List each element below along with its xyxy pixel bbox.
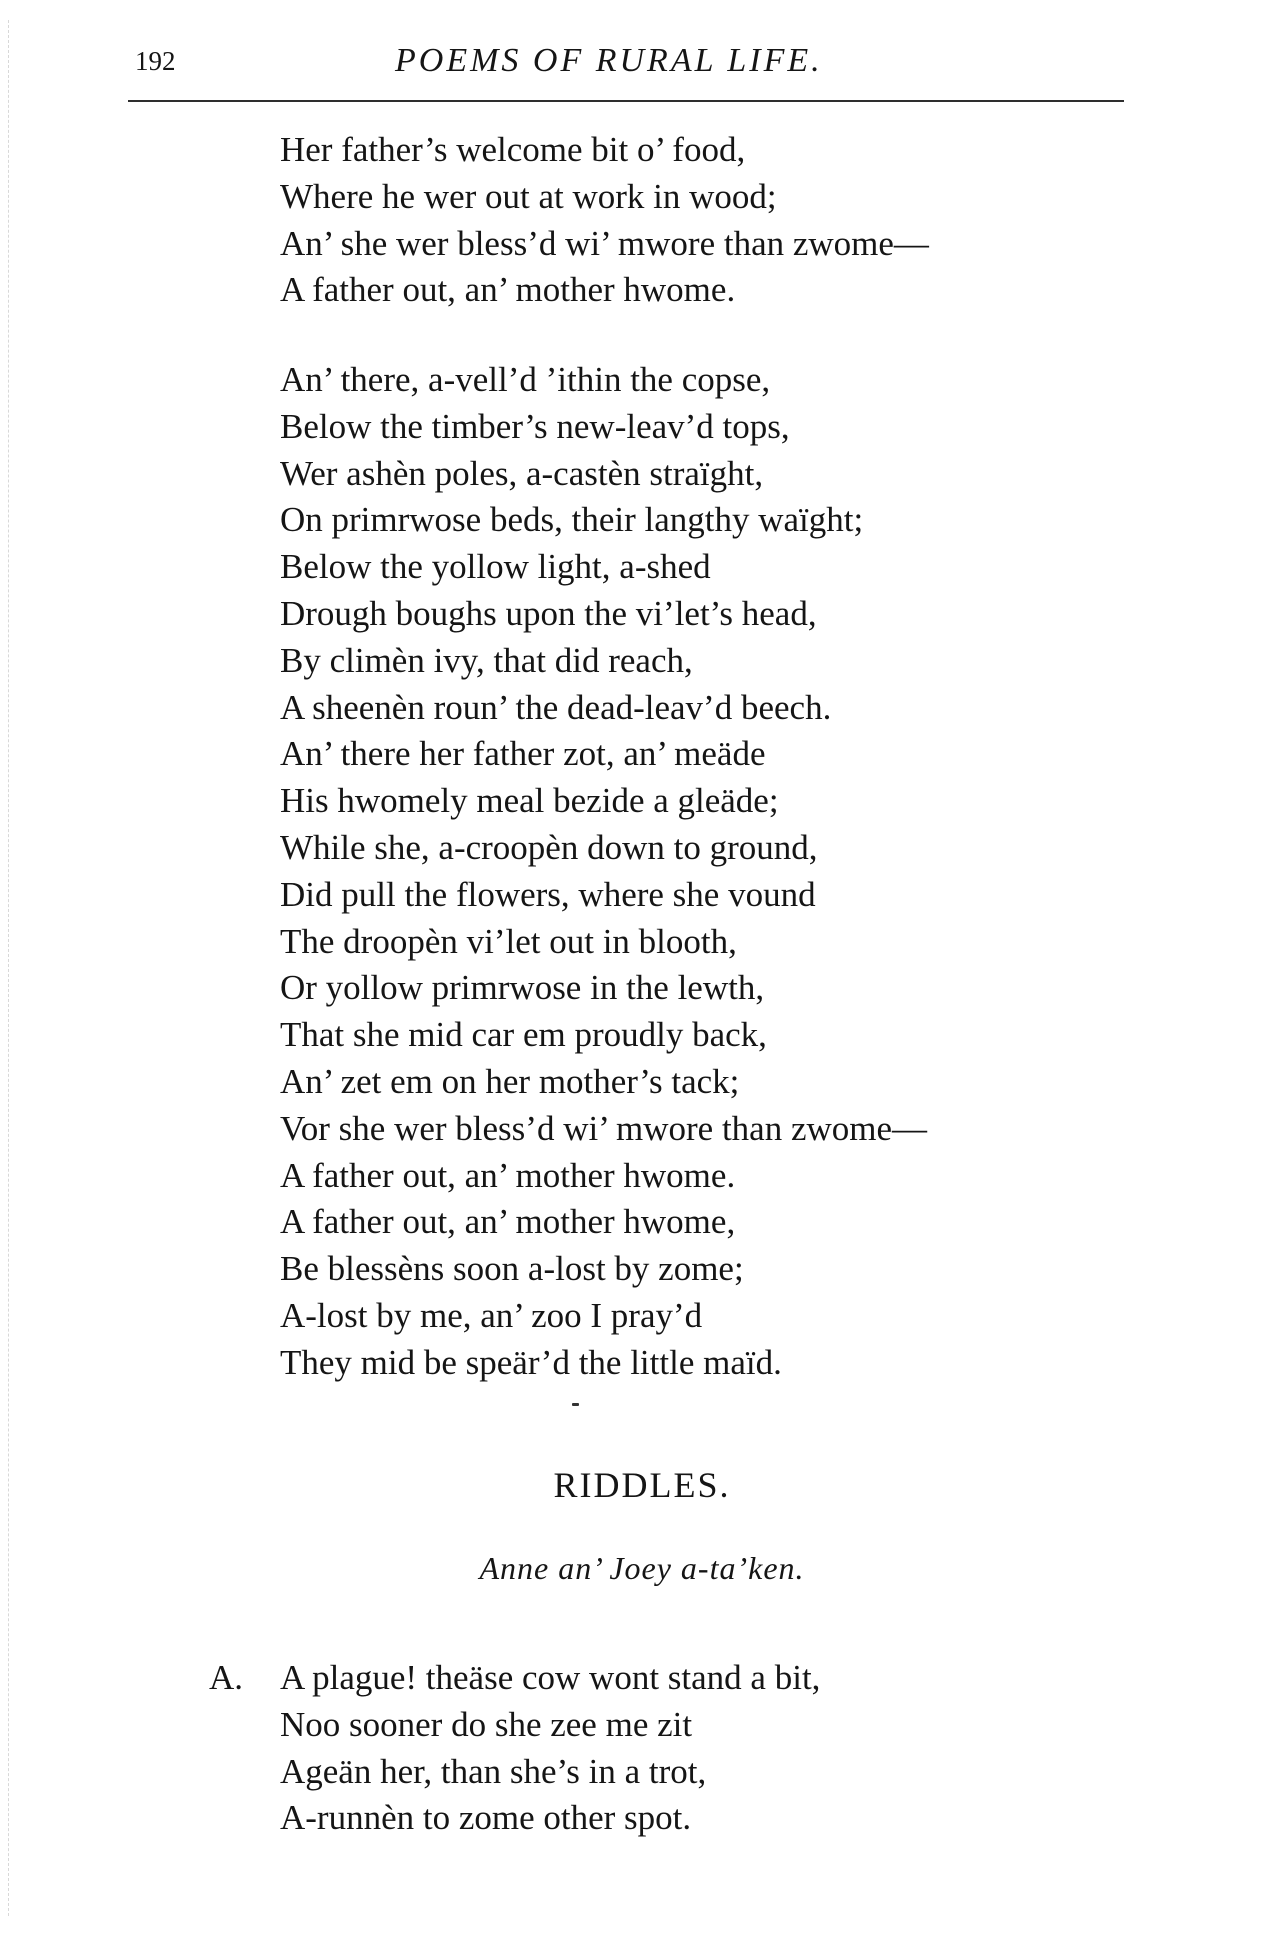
poem-line: A-runnèn to zome other spot. (280, 1798, 692, 1838)
poem-line: His hwomely meal bezide a gleäde; (280, 781, 779, 821)
poem-line: Ageän her, than she’s in a trot, (280, 1751, 707, 1791)
poem-line: They mid be speär’d the little maïd. (280, 1342, 782, 1382)
print-mark (572, 1403, 579, 1406)
riddle-stanza (280, 1655, 820, 1842)
running-title: POEMS OF RURAL LIFE. (395, 42, 823, 79)
page-edge (8, 20, 9, 1916)
stanza-1 (280, 127, 929, 314)
poem-line: Where he wer out at work in wood; (280, 176, 777, 216)
poem-line: Noo sooner do she zee me zit (280, 1704, 693, 1744)
poem-line: While she, a-croopèn down to ground, (280, 827, 818, 867)
poem-line: A sheenèn roun’ the dead-leav’d beech. (280, 687, 832, 727)
poem-line: Drough boughs upon the vi’let’s head, (280, 593, 817, 633)
poem-line: Below the yollow light, a-shed (280, 547, 711, 587)
section-title: RIDDLES. (553, 1465, 731, 1505)
poem-line: Her father’s welcome bit o’ food, (280, 130, 746, 169)
poem-line: An’ she wer bless’d wi’ mwore than zwome— (280, 223, 929, 263)
poem-line: An’ zet em on her mother’s tack; (280, 1061, 740, 1101)
page-header (120, 42, 1130, 92)
poem-line: Be blessèns soon a-lost by zome; (280, 1249, 744, 1289)
poem-line: A-lost by me, an’ zoo I pray’d (280, 1295, 703, 1335)
poem-line: By climèn ivy, that did reach, (280, 640, 693, 680)
poem-line: On primrwose beds, their langthy waïght; (280, 500, 864, 540)
page-number: 192 (135, 46, 176, 76)
header-rule (128, 100, 1124, 102)
poem-line: A father out, an’ mother hwome. (280, 270, 736, 310)
speaker-label: A. (209, 1658, 244, 1697)
poem-line: Or yollow primrwose in the lewth, (280, 968, 765, 1008)
poem-line: A father out, an’ mother hwome, (280, 1202, 736, 1242)
poem-line: Below the timber’s new-leav’d tops, (280, 406, 790, 446)
section-subtitle: Anne an’ Joey a-ta’ken. (479, 1550, 805, 1586)
poem-line: Wer ashèn poles, a-castèn straïght, (280, 453, 764, 493)
poem-line: Did pull the flowers, where she vound (280, 874, 816, 914)
poem-line: A father out, an’ mother hwome. (280, 1155, 736, 1195)
poem-line: Vor she wer bless’d wi’ mwore than zwome— (280, 1108, 928, 1148)
poem-line: That she mid car em proudly back, (280, 1015, 767, 1055)
poem-line: An’ there her father zot, an’ meäde (280, 734, 766, 774)
stanza-2 (280, 357, 927, 1387)
poem-line: An’ there, a-vell’d ’ithin the copse, (280, 360, 771, 399)
poem-line: A plague! theäse cow wont stand a bit, (280, 1658, 821, 1697)
poem-line: The droopèn vi’let out in blooth, (280, 921, 737, 961)
